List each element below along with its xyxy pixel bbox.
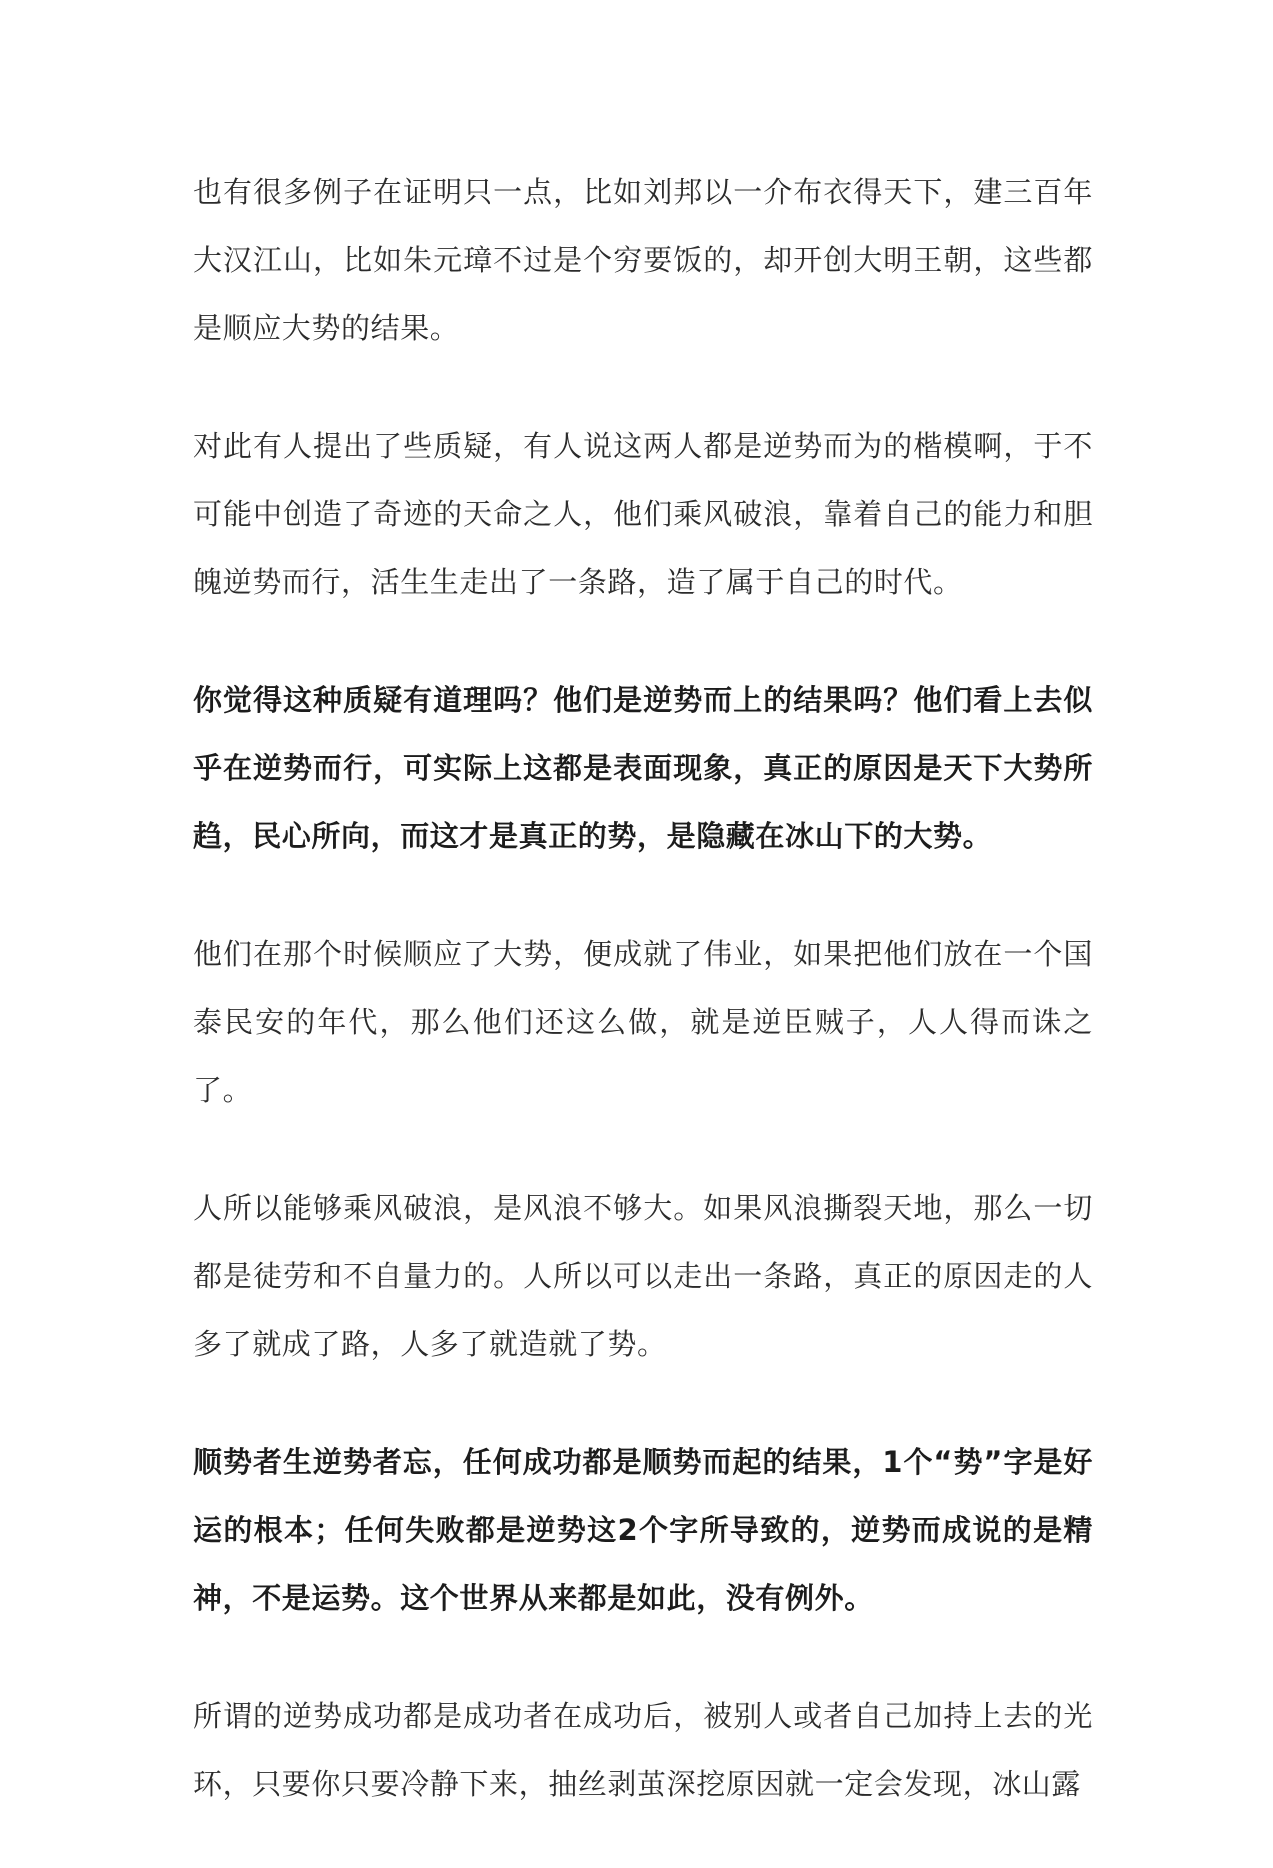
paragraph-1: 也有很多例子在证明只一点，比如刘邦以一介布衣得天下，建三百年大汉江山，比如朱元璋不过是个穷要饭的，却开创大明王朝，这些都是顺应大势的结果。 (193, 175, 1093, 345)
paragraph-2: 对此有人提出了些质疑，有人说这两人都是逆势而为的楷模啊，于不可能中创造了奇迹的天命之人，他们乘风破浪，靠着自己的能力和胆魄逆势而行，活生生走出了一条路，造了属于自己的时代。 (193, 429, 1093, 599)
paragraph-3-bold: 你觉得这种质疑有道理吗？他们是逆势而上的结果吗？他们看上去似乎在逆势而行，可实际上这都是表面现象，真正的原因是天下大势所趋，民心所向，而这才是真正的势，是隐藏在冰山下的大势。 (193, 683, 1093, 853)
paragraph-7: 所谓的逆势成功都是成功者在成功后，被别人或者自己加持上去的光环，只要你只要冷静下来，抽丝剥茧深挖原因就一定会发现，冰山露 (193, 1699, 1093, 1801)
document-body (193, 158, 1093, 1868)
paragraph-5: 人所以能够乘风破浪，是风浪不够大。如果风浪撕裂天地，那么一切都是徒劳和不自量力的。人所以可以走出一条路，真正的原因走的人多了就成了路，人多了就造就了势。 (193, 1191, 1093, 1361)
paragraph-6-bold: 顺势者生逆势者忘，任何成功都是顺势而起的结果，1个“势”字是好运的根本；任何失败都是逆势这2个字所导致的，逆势而成说的是精神，不是运势。这个世界从来都是如此，没有例外。 (193, 1445, 1093, 1615)
paragraph-4: 他们在那个时候顺应了大势，便成就了伟业，如果把他们放在一个国泰民安的年代，那么他们还这么做，就是逆臣贼子，人人得而诛之了。 (193, 937, 1093, 1107)
